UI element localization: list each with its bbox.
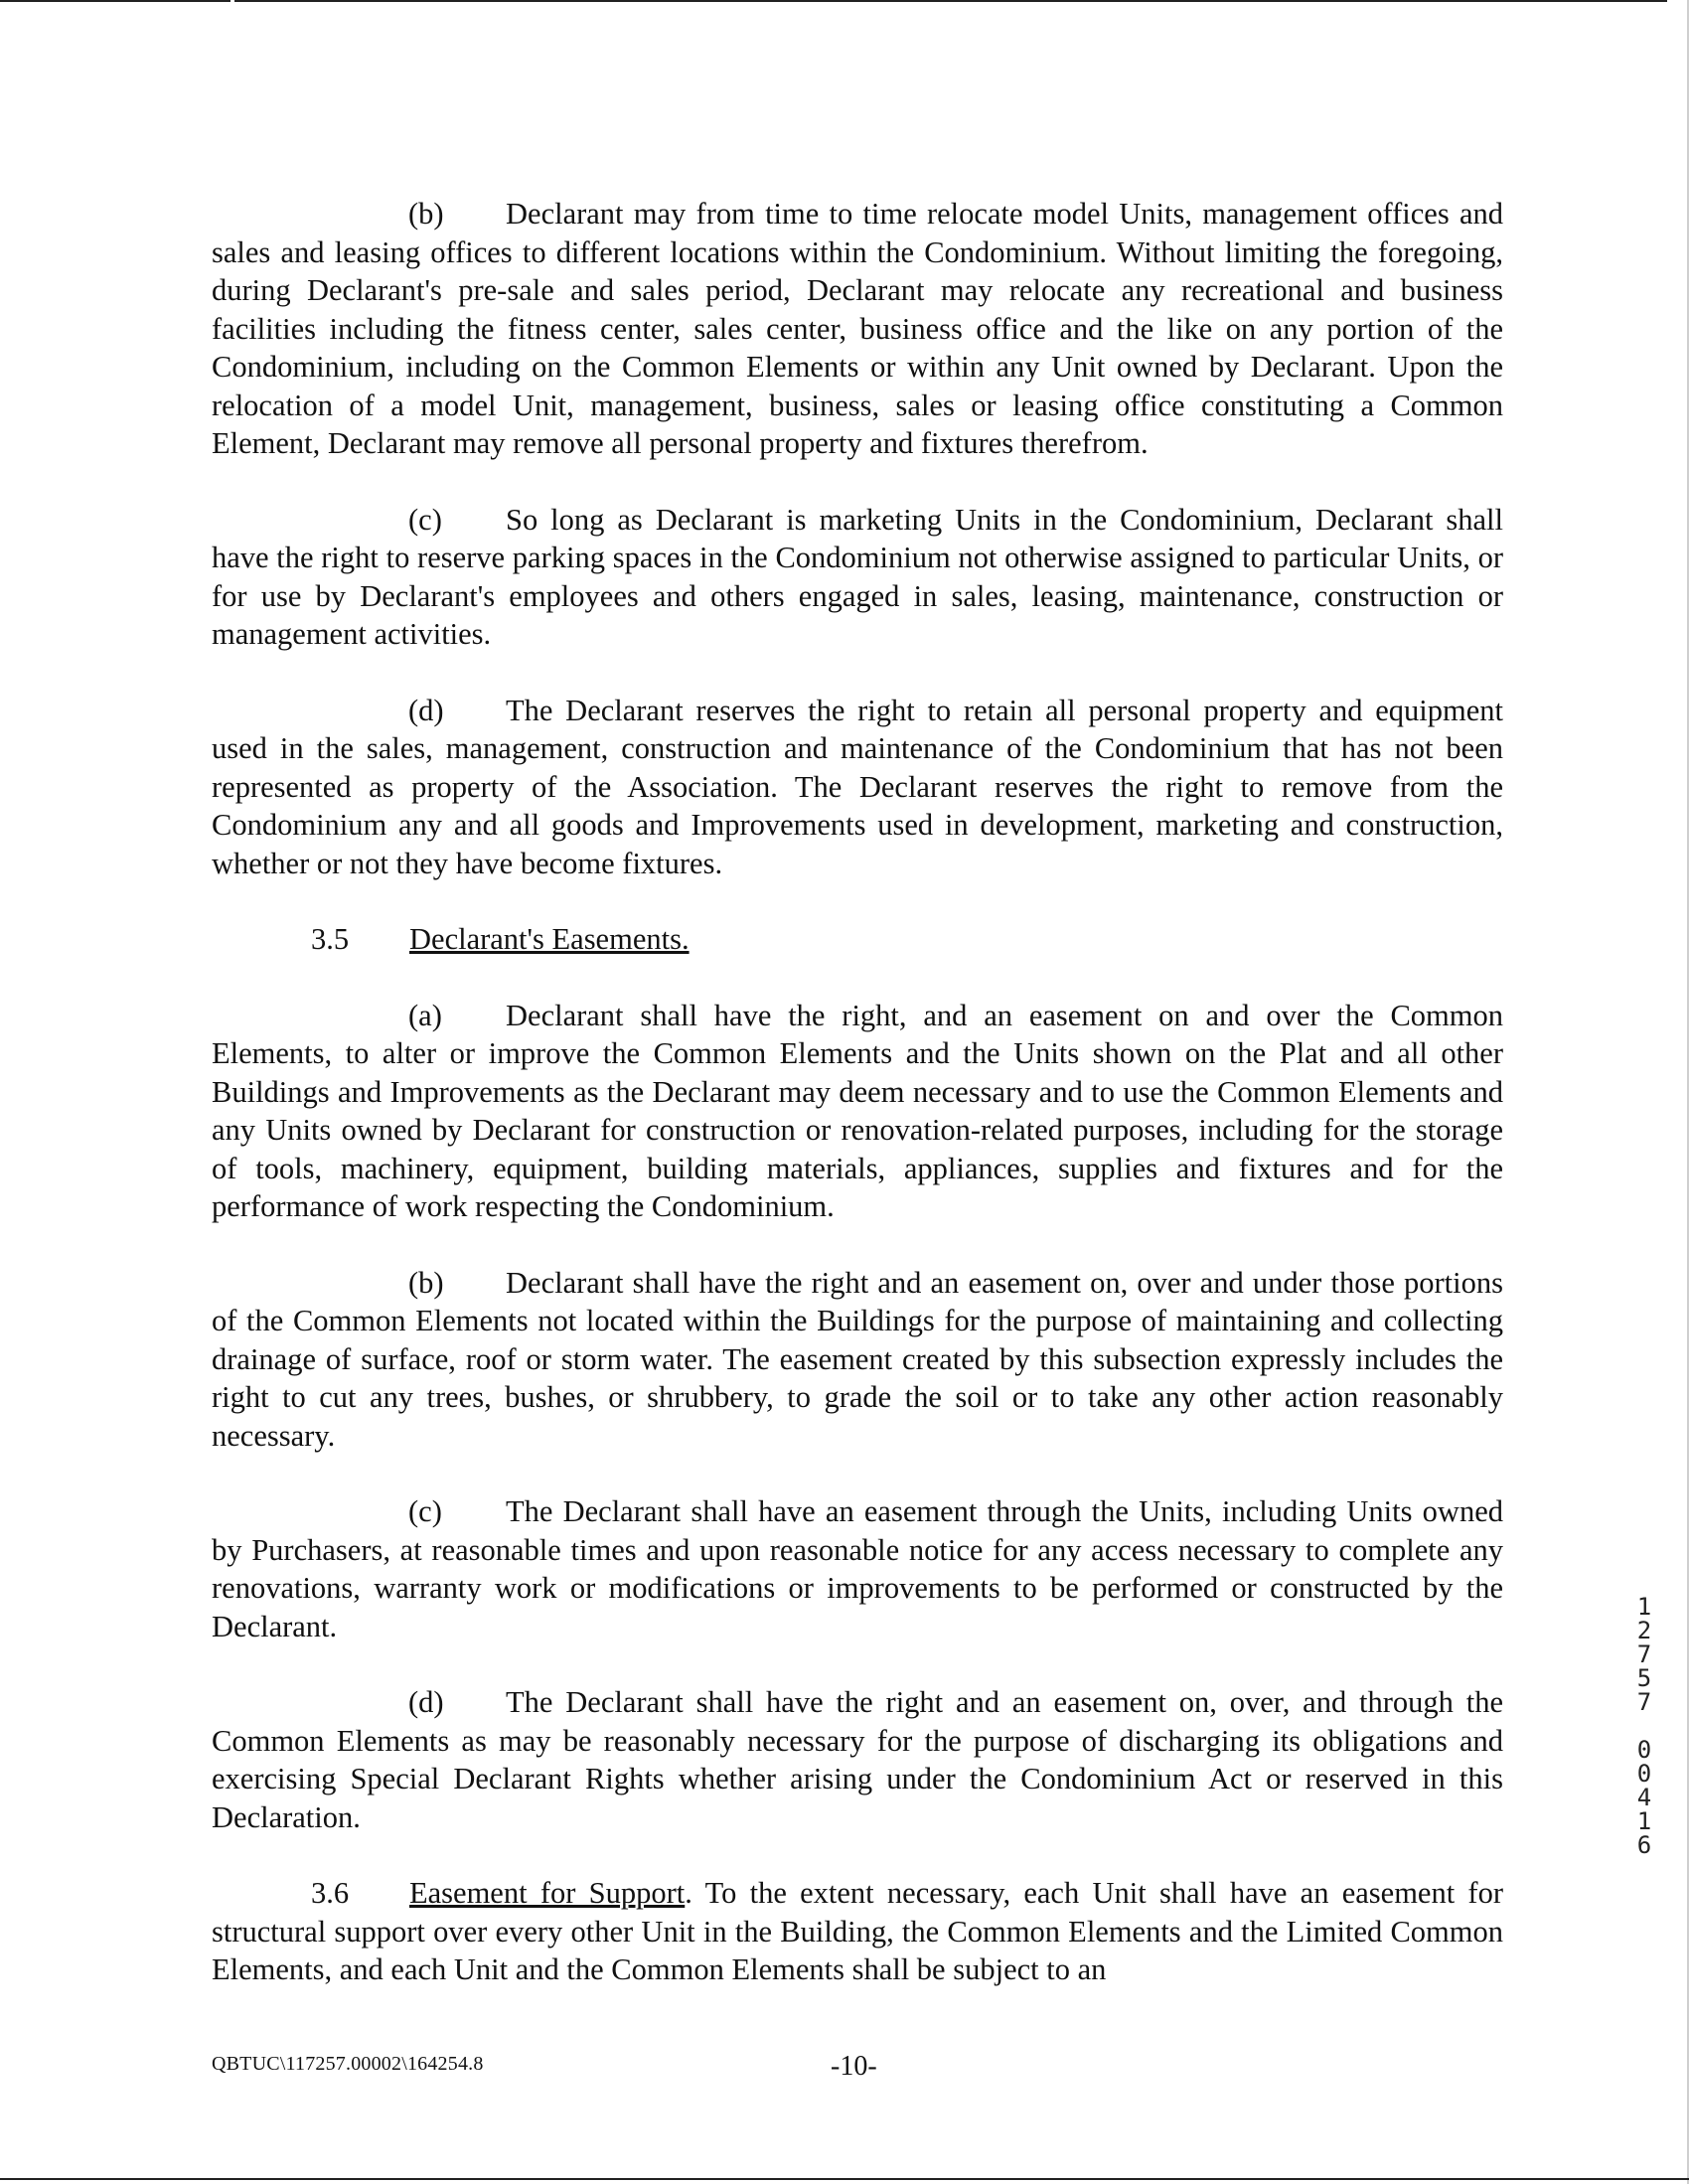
stamp-digit: 0 (1636, 1736, 1652, 1764)
paragraph-label: (d) (408, 1685, 444, 1719)
paragraph-3-4-c (212, 501, 1503, 654)
document-body (212, 195, 1503, 1989)
paragraph-label: (b) (408, 1265, 444, 1300)
stamp-digit: 1 (1636, 1593, 1652, 1621)
section-title: Easement for Support (409, 1876, 686, 1910)
paragraph-text: Declarant may from time to time relocate model Units, management offices and sales and leasing offices to different locations within the Condominium. Without limiting the foregoing, during Declarant's pre-sale and sales period, Declarant may relocate any recreational and business facilities including the fitness center, sales center, business office and the like on any portion of the Condominium, including on the Common Elements or within any Unit owned by Declarant. Upon the relocation of a model Unit, management, business, sales or leasing office constituting a Common Element, Declarant may remove all personal property and fixtures therefrom. (212, 197, 1503, 460)
section-3-5-heading (212, 920, 1503, 959)
section-number: 3.5 (311, 922, 350, 956)
stamp-digit: 2 (1636, 1617, 1652, 1644)
section-text: . To the extent necessary, each Unit shall have an easement for structural support over every other Unit in the Building, the Common Elements and the Limited Common Elements, and each Unit and the Common Elements shall be subject to an (212, 1876, 1503, 1986)
paragraph-label: (c) (408, 1494, 442, 1528)
paragraph-3-5-d (212, 1683, 1503, 1836)
page-number: -10- (831, 2051, 877, 2082)
paragraph-3-4-d (212, 692, 1503, 883)
top-scan-rule (0, 0, 1667, 2)
paragraph-label: (a) (408, 998, 442, 1032)
paragraph-text: So long as Declarant is marketing Units in the Condominium, Declarant shall have the right to reserve parking spaces in the Condominium not otherwise assigned to particular Units, or for use by Declarant's employees and others engaged in sales, leasing, maintenance, construction or management activities. (212, 502, 1503, 651)
bottom-scan-rule (0, 2178, 1689, 2180)
stamp-digit: 6 (1636, 1831, 1652, 1859)
paragraph-label: (c) (408, 502, 442, 537)
stamp-digit: 7 (1636, 1688, 1652, 1716)
stamp-gap (1629, 1714, 1659, 1738)
paragraph-text: The Declarant reserves the right to retain all personal property and equipment used in the sales, management, construction and maintenance of the Condominium that has not been represented as property of the Association. The Declarant reserves the right to remove from the Condominium any and all goods and Improvements used in development, marketing and construction, whether or not they have become fixtures. (212, 693, 1503, 880)
paragraph-text: Declarant shall have the right, and an easement on and over the Common Elements, to alter or improve the Common Elements and the Units shown on the Plat and all other Buildings and Improvements as the Declarant may deem necessary and to use the Common Elements and any Units owned by Declarant for construction or renovation-related purposes, including for the storage of tools, machinery, equipment, building materials, appliances, supplies and fixtures and for the performance of work respecting the Condominium. (212, 998, 1503, 1223)
section-3-6 (212, 1874, 1503, 1989)
paragraph-3-5-a (212, 997, 1503, 1226)
stamp-digit: 5 (1636, 1664, 1652, 1692)
paragraph-label: (b) (408, 197, 444, 231)
stamp-digit: 4 (1636, 1784, 1652, 1811)
stamp-digit: 1 (1636, 1807, 1652, 1835)
paragraph-3-5-b (212, 1264, 1503, 1456)
paragraph-text: The Declarant shall have the right and an easement on, over, and through the Common Elements as may be reasonably necessary for the purpose of discharging its obligations and exercising Special Declarant Rights whether arising under the Condominium Act or reserved in this Declaration. (212, 1685, 1503, 1834)
top-rule-gap (230, 0, 234, 2)
paragraph-label: (d) (408, 693, 444, 727)
footer-document-code: QBTUC\117257.00002\164254.8 (212, 2053, 484, 2075)
paragraph-3-4-b (212, 195, 1503, 463)
stamp-digit: 0 (1636, 1760, 1652, 1788)
side-stamp-number (1629, 1595, 1659, 1857)
paragraph-text: Declarant shall have the right and an easement on, over and under those portions of the Common Elements not located within the Buildings for the purpose of maintaining and collecting drainage of surface, roof or storm water. The easement created by this subsection expressly includes the right to cut any trees, bushes, or shrubbery, to grade the soil or to take any other action reasonably necessary. (212, 1265, 1503, 1453)
section-number: 3.6 (311, 1876, 350, 1910)
section-title: Declarant's Easements. (409, 922, 690, 956)
stamp-digit: 7 (1636, 1640, 1652, 1668)
paragraph-3-5-c (212, 1492, 1503, 1645)
paragraph-text: The Declarant shall have an easement through the Units, including Units owned by Purchasers, at reasonable times and upon reasonable notice for any access necessary to complete any renovations, warranty work or modifications or improvements to be performed or constructed by the Declarant. (212, 1494, 1503, 1643)
